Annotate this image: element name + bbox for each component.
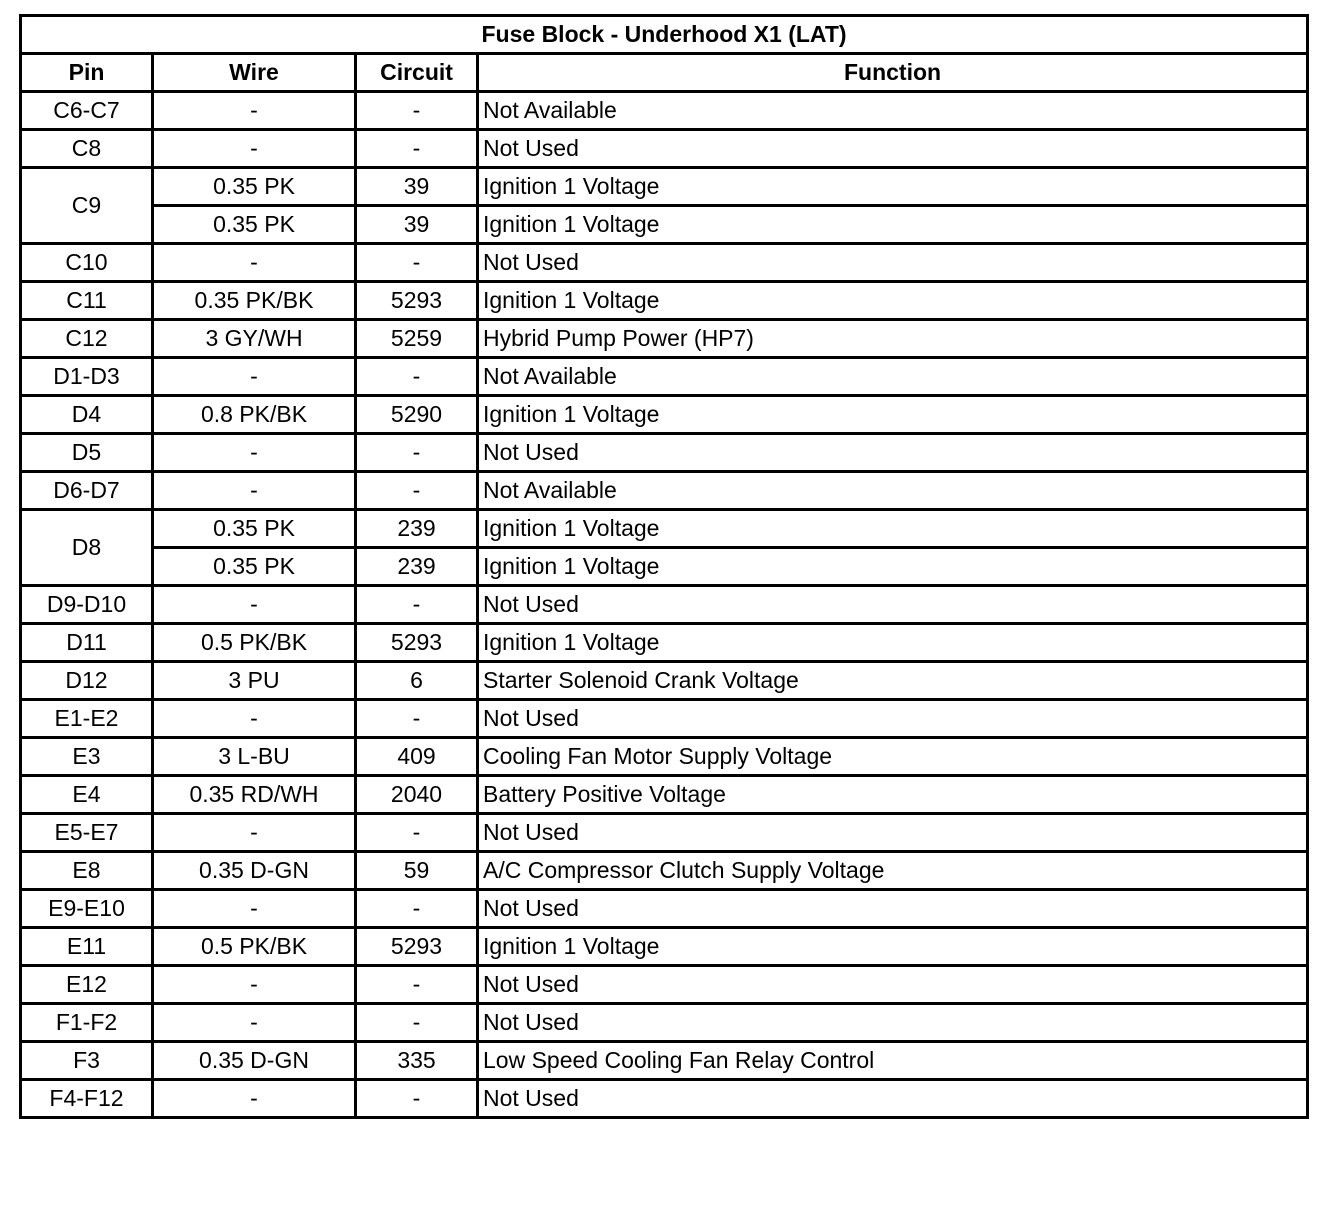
wire-cell: 0.35 PK: [153, 510, 356, 548]
wire-cell: -: [153, 434, 356, 472]
table-row: [21, 472, 1308, 510]
function-cell: Ignition 1 Voltage: [478, 206, 1308, 244]
circuit-cell: 5293: [356, 282, 478, 320]
table-row: [21, 282, 1308, 320]
pin-cell: E5-E7: [21, 814, 153, 852]
function-cell: Not Available: [478, 358, 1308, 396]
function-cell: Not Used: [478, 244, 1308, 282]
function-cell: A/C Compressor Clutch Supply Voltage: [478, 852, 1308, 890]
table-row: [21, 928, 1308, 966]
wire-cell: 0.8 PK/BK: [153, 396, 356, 434]
pin-cell: C11: [21, 282, 153, 320]
table-row: [21, 852, 1308, 890]
function-cell: Not Used: [478, 890, 1308, 928]
wire-cell: -: [153, 92, 356, 130]
pin-cell: D1-D3: [21, 358, 153, 396]
table-row: [21, 434, 1308, 472]
wire-cell: -: [153, 130, 356, 168]
function-cell: Ignition 1 Voltage: [478, 548, 1308, 586]
table-row: [21, 510, 1308, 548]
wire-cell: 0.35 RD/WH: [153, 776, 356, 814]
table-row: [21, 738, 1308, 776]
function-cell: Ignition 1 Voltage: [478, 396, 1308, 434]
table-row: [21, 586, 1308, 624]
pin-cell: C6-C7: [21, 92, 153, 130]
table-title-row: [21, 16, 1308, 54]
circuit-cell: 2040: [356, 776, 478, 814]
header-circuit: Circuit: [356, 54, 478, 92]
pin-cell: D4: [21, 396, 153, 434]
circuit-cell: -: [356, 1004, 478, 1042]
circuit-cell: 409: [356, 738, 478, 776]
circuit-cell: 5293: [356, 928, 478, 966]
wire-cell: -: [153, 700, 356, 738]
function-cell: Not Used: [478, 814, 1308, 852]
function-cell: Not Used: [478, 130, 1308, 168]
header-function: Function: [478, 54, 1308, 92]
pin-cell: C8: [21, 130, 153, 168]
function-cell: Ignition 1 Voltage: [478, 928, 1308, 966]
pin-cell: D5: [21, 434, 153, 472]
table-row: [21, 130, 1308, 168]
circuit-cell: -: [356, 1080, 478, 1118]
function-cell: Starter Solenoid Crank Voltage: [478, 662, 1308, 700]
circuit-cell: 5290: [356, 396, 478, 434]
table-row: [21, 662, 1308, 700]
function-cell: Not Used: [478, 1004, 1308, 1042]
wire-cell: -: [153, 472, 356, 510]
table-header-row: [21, 54, 1308, 92]
wire-cell: -: [153, 1004, 356, 1042]
wire-cell: 0.5 PK/BK: [153, 624, 356, 662]
wire-cell: -: [153, 358, 356, 396]
function-cell: Ignition 1 Voltage: [478, 624, 1308, 662]
function-cell: Not Available: [478, 472, 1308, 510]
wire-cell: 0.5 PK/BK: [153, 928, 356, 966]
wire-cell: 3 L-BU: [153, 738, 356, 776]
function-cell: Not Available: [478, 92, 1308, 130]
wire-cell: -: [153, 1080, 356, 1118]
circuit-cell: -: [356, 244, 478, 282]
wire-cell: 0.35 D-GN: [153, 852, 356, 890]
wire-cell: 0.35 PK/BK: [153, 282, 356, 320]
table-row: [21, 624, 1308, 662]
function-cell: Not Used: [478, 1080, 1308, 1118]
pin-cell: C12: [21, 320, 153, 358]
circuit-cell: 239: [356, 548, 478, 586]
table-row: [21, 358, 1308, 396]
pin-cell: D6-D7: [21, 472, 153, 510]
table-row: [21, 966, 1308, 1004]
circuit-cell: -: [356, 814, 478, 852]
function-cell: Ignition 1 Voltage: [478, 168, 1308, 206]
circuit-cell: -: [356, 358, 478, 396]
wire-cell: -: [153, 890, 356, 928]
function-cell: Ignition 1 Voltage: [478, 282, 1308, 320]
circuit-cell: 59: [356, 852, 478, 890]
table-row: [21, 548, 1308, 586]
table-row: [21, 1042, 1308, 1080]
table-row: [21, 1004, 1308, 1042]
wire-cell: -: [153, 814, 356, 852]
header-pin: Pin: [21, 54, 153, 92]
table-row: [21, 206, 1308, 244]
pin-cell: E3: [21, 738, 153, 776]
table-row: [21, 320, 1308, 358]
pin-cell: E8: [21, 852, 153, 890]
pin-cell: E4: [21, 776, 153, 814]
wire-cell: 0.35 D-GN: [153, 1042, 356, 1080]
wire-cell: 0.35 PK: [153, 206, 356, 244]
pin-cell: D11: [21, 624, 153, 662]
wire-cell: 3 GY/WH: [153, 320, 356, 358]
header-wire: Wire: [153, 54, 356, 92]
table-row: [21, 396, 1308, 434]
circuit-cell: -: [356, 890, 478, 928]
circuit-cell: -: [356, 966, 478, 1004]
circuit-cell: -: [356, 92, 478, 130]
function-cell: Not Used: [478, 700, 1308, 738]
function-cell: Low Speed Cooling Fan Relay Control: [478, 1042, 1308, 1080]
pin-cell: C9: [21, 168, 153, 244]
function-cell: Cooling Fan Motor Supply Voltage: [478, 738, 1308, 776]
fuse-block-table: [19, 14, 1309, 1119]
circuit-cell: -: [356, 434, 478, 472]
circuit-cell: 6: [356, 662, 478, 700]
pin-cell: E9-E10: [21, 890, 153, 928]
table-row: [21, 92, 1308, 130]
function-cell: Battery Positive Voltage: [478, 776, 1308, 814]
circuit-cell: 39: [356, 206, 478, 244]
pin-cell: F4-F12: [21, 1080, 153, 1118]
circuit-cell: 5259: [356, 320, 478, 358]
wire-cell: 3 PU: [153, 662, 356, 700]
table-row: [21, 1080, 1308, 1118]
function-cell: Not Used: [478, 586, 1308, 624]
table-row: [21, 890, 1308, 928]
pin-cell: E12: [21, 966, 153, 1004]
pin-cell: F3: [21, 1042, 153, 1080]
circuit-cell: -: [356, 586, 478, 624]
function-cell: Hybrid Pump Power (HP7): [478, 320, 1308, 358]
circuit-cell: -: [356, 130, 478, 168]
function-cell: Not Used: [478, 966, 1308, 1004]
table-row: [21, 244, 1308, 282]
wire-cell: 0.35 PK: [153, 548, 356, 586]
pin-cell: E1-E2: [21, 700, 153, 738]
pin-cell: C10: [21, 244, 153, 282]
circuit-cell: 5293: [356, 624, 478, 662]
pin-cell: D8: [21, 510, 153, 586]
wire-cell: -: [153, 966, 356, 1004]
circuit-cell: 239: [356, 510, 478, 548]
circuit-cell: -: [356, 472, 478, 510]
wire-cell: -: [153, 586, 356, 624]
pin-cell: E11: [21, 928, 153, 966]
pin-cell: F1-F2: [21, 1004, 153, 1042]
pin-cell: D9-D10: [21, 586, 153, 624]
wire-cell: 0.35 PK: [153, 168, 356, 206]
table-row: [21, 700, 1308, 738]
circuit-cell: 335: [356, 1042, 478, 1080]
wire-cell: -: [153, 244, 356, 282]
function-cell: Not Used: [478, 434, 1308, 472]
table-row: [21, 814, 1308, 852]
table-row: [21, 776, 1308, 814]
table-row: [21, 168, 1308, 206]
table-title: Fuse Block - Underhood X1 (LAT): [21, 16, 1308, 54]
circuit-cell: -: [356, 700, 478, 738]
circuit-cell: 39: [356, 168, 478, 206]
pin-cell: D12: [21, 662, 153, 700]
function-cell: Ignition 1 Voltage: [478, 510, 1308, 548]
